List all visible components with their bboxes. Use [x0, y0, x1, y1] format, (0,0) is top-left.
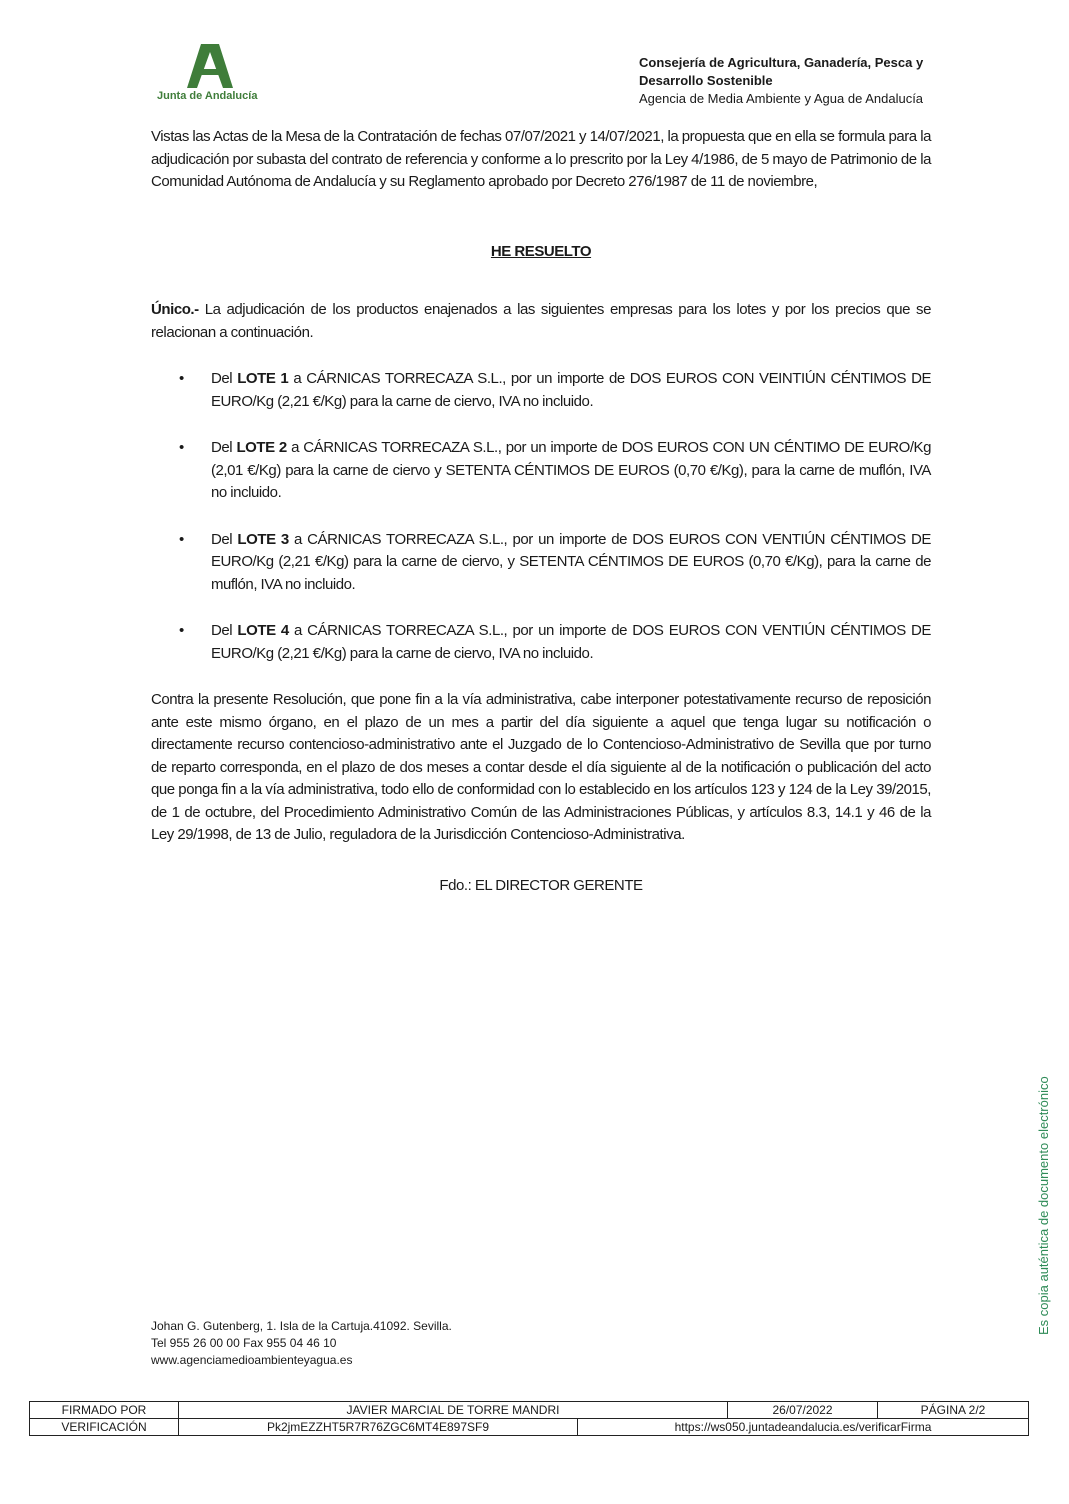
list-item — [151, 620, 931, 665]
lot-label: LOTE 2 — [236, 439, 287, 456]
table-row — [30, 1419, 1029, 1436]
verification-code: Pk2jmEZZHT5R7R76ZGC6MT4E897SF9 — [179, 1419, 578, 1436]
address-line: Johan G. Gutenberg, 1. Isla de la Cartuja.41092. Sevilla. — [151, 1319, 452, 1333]
signature-line: Fdo.: EL DIRECTOR GERENTE — [439, 876, 643, 894]
intro-paragraph: Vistas las Actas de la Mesa de la Contratación de fechas 07/07/2021 y 14/07/2021, la propuesta que en ella se formula para la adjudicación por subasta del contrato de referencia y conforme a lo prescrito por la Ley 4/1986, de 5 mayo de Patrimonio de la Comunidad Autónoma de Andalucía y su Reglamento aprobado por Decreto 276/1987 de 11 de noviembre, — [151, 128, 931, 190]
table-row — [30, 1402, 1029, 1419]
signature-date: 26/07/2022 — [728, 1402, 878, 1419]
verification-label: VERIFICACIÓN — [30, 1419, 179, 1436]
org-line-2: Desarrollo Sostenible — [639, 73, 773, 88]
signature-table — [29, 1401, 1029, 1436]
lots-list — [151, 368, 931, 665]
junta-logo — [157, 42, 267, 108]
organization-header — [639, 54, 959, 108]
phone-line: Tel 955 26 00 00 Fax 955 04 46 10 — [151, 1336, 337, 1350]
recurso-paragraph: Contra la presente Resolución, que pone fin a la vía administrativa, cabe interponer potestativamente recurso de reposición ante este mismo órgano, en el plazo de un mes a partir del día siguiente a aquel que tenga lugar su notificación o directamente recurso contencioso-administrativo ante el Juzgado de lo Contencioso-Administrativo de Sevilla que por turno de reparto corresponda, en el plazo de dos meses a contar desde el día siguiente al de la notificación o publicación del acto que ponga fin a la vía administrativa, todo ello de conformidad con lo establecido en los artículos 123 y 124 de la Ley 39/2015, de 1 de octubre, del Procedimiento Administrativo Común de las Administraciones Públicas, y artículos 8.3, 14.1 y 46 de la Ley 29/1998, de 13 de Julio, reguladora de la Jurisdicción Contencioso-Administrativa. — [151, 691, 931, 843]
bullet-icon: • — [179, 439, 184, 456]
address-block — [151, 1318, 452, 1369]
verification-url[interactable]: https://ws050.juntadeandalucia.es/verificarFirma — [578, 1419, 1029, 1436]
lot-prefix: Del — [211, 622, 238, 639]
unico-text: La adjudicación de los productos enajenados a las siguientes empresas para los lotes y por los precios que se relacionan a continuación. — [151, 301, 931, 341]
bullet-icon: • — [179, 622, 184, 639]
lot-text: a CÁRNICAS TORRECAZA S.L., por un importe de DOS EUROS CON VENTIÚN CÉNTIMOS DE EURO/Kg (2,21 €/Kg) para la carne de ciervo, IVA no incluido. — [211, 622, 931, 662]
signer-name: JAVIER MARCIAL DE TORRE MANDRI — [179, 1402, 728, 1419]
org-line-1: Consejería de Agricultura, Ganadería, Pesca y — [639, 55, 924, 70]
unico-label: Único.- — [151, 301, 199, 318]
authentic-copy-note: Es copia auténtica de documento electrónico — [1036, 1076, 1051, 1335]
lot-label: LOTE 3 — [237, 530, 289, 548]
lot-prefix: Del — [211, 370, 238, 387]
lot-text: a CÁRNICAS TORRECAZA S.L., por un importe de DOS EUROS CON VEINTIÚN CÉNTIMOS DE EURO/Kg (2,21 €/Kg) para la carne de ciervo, IVA no incluido. — [211, 370, 932, 410]
list-item — [151, 529, 931, 597]
logo-text: Junta de Andalucía — [157, 90, 258, 102]
lot-prefix: Del — [211, 439, 237, 456]
list-item — [151, 437, 931, 505]
lot-text: a CÁRNICAS TORRECAZA S.L., por un importe de DOS EUROS CON VENTIÚN CÉNTIMOS DE EURO/Kg (2,21 €/Kg) para la carne de ciervo, y SETENTA CÉNTIMOS DE EUROS (0,70 €/Kg), para la carne de muflón, IVA no incluido. — [211, 530, 931, 593]
lot-prefix: Del — [211, 530, 238, 548]
website-link[interactable]: www.agenciamedioambienteyagua.es — [151, 1353, 353, 1367]
lot-text: a CÁRNICAS TORRECAZA S.L., por un importe de DOS EUROS CON UN CÉNTIMO DE EURO/Kg (2,01 €/Kg) para la carne de ciervo y SETENTA CÉNTIMOS DE EUROS (0,70 €/Kg), para la carne de muflón, IVA no incluido. — [211, 439, 931, 501]
lot-label: LOTE 1 — [237, 370, 289, 387]
resolution-body — [151, 126, 931, 897]
bullet-icon: • — [179, 530, 184, 548]
list-item — [151, 368, 931, 413]
junta-a-icon — [187, 42, 233, 88]
bullet-icon: • — [179, 370, 184, 387]
unico-paragraph — [151, 299, 931, 344]
org-line-3: Agencia de Media Ambiente y Agua de Andalucía — [639, 91, 924, 106]
page-number: PÁGINA 2/2 — [878, 1402, 1029, 1419]
resolution-title: HE RESUELTO — [490, 242, 592, 260]
lot-label: LOTE 4 — [237, 622, 289, 639]
firmado-label: FIRMADO POR — [30, 1402, 179, 1419]
